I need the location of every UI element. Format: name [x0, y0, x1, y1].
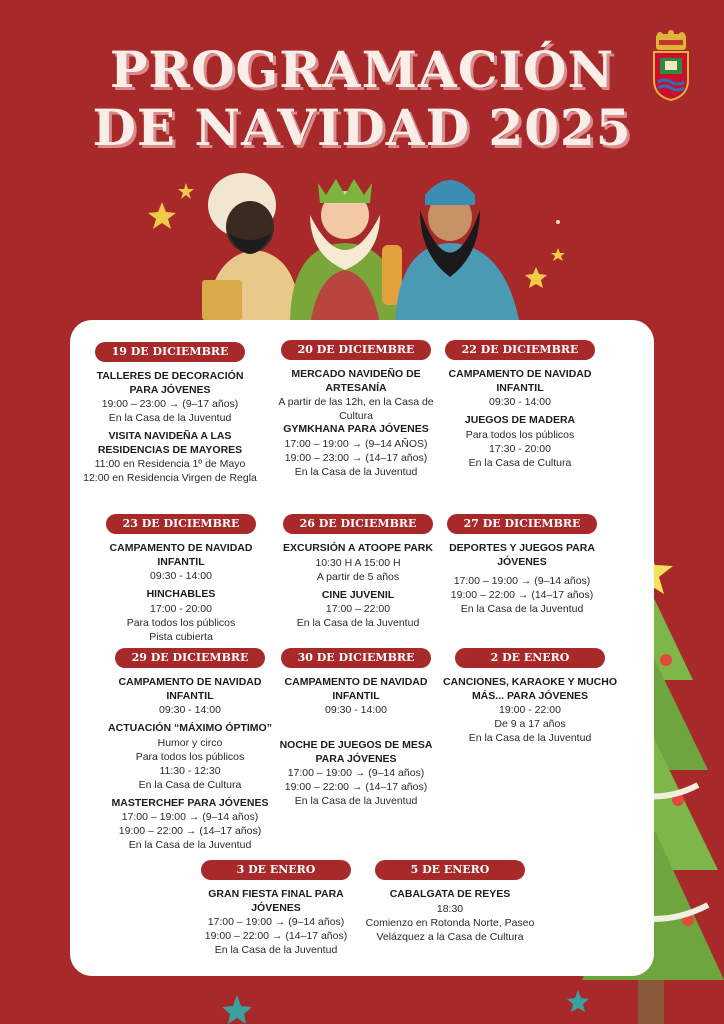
event-line: 17:00 – 22:00 [325, 603, 391, 615]
event-line: En la Casa de la Juventud [294, 795, 418, 807]
date-pill: 29 DE DICIEMBRE [115, 648, 265, 668]
title-line-2: DE NAVIDAD 2025 [92, 98, 632, 157]
event-line: 09:30 - 14:00 [159, 704, 221, 716]
event-line: 09:30 - 14:00 [150, 570, 212, 582]
date-pill: 30 DE DICIEMBRE [281, 648, 431, 668]
event-title: TALLERES DE DECORACIÓN PARA JÓVENES [96, 370, 244, 396]
event-line: 17:00 – 19:00 → (9–14 años) [207, 916, 345, 928]
event-line: 09:30 - 14:00 [489, 396, 551, 408]
event-line: 17:00 – 19:00 → (9–14 años) [453, 575, 591, 587]
day-2-ene [442, 648, 618, 745]
event-title: NOCHE DE JUEGOS DE MESA PARA JÓVENES [279, 739, 433, 765]
day-23-dic [93, 514, 269, 644]
event-line: Para todos los públicos [126, 616, 236, 629]
event-line: 19:00 – 22:00 → (14–17 años) [204, 930, 348, 942]
event-line: Comienzo en Rotonda Norte, Paseo Velázquez a la Casa de Cultura [365, 916, 535, 943]
date-pill: 23 DE DICIEMBRE [106, 514, 256, 534]
event-line: Humor y circo [157, 736, 223, 749]
event-line: 19:00 – 22:00 → (14–17 años) [118, 825, 262, 837]
date-pill: 26 DE DICIEMBRE [283, 514, 433, 534]
event-title: CINE JUVENIL [321, 588, 395, 601]
event-line: 19:00 – 22:00 → (14–17 años) [284, 781, 428, 793]
event-line: En la Casa de la Juventud [468, 732, 592, 744]
event-title: CANCIONES, KARAOKE Y MUCHO MÁS... PARA JÓVENES [442, 676, 618, 702]
event-title: ACTUACIÓN “MÁXIMO ÓPTIMO” [108, 722, 272, 734]
event-line: En la Casa de la Juventud [128, 839, 252, 851]
day-30-dic [268, 648, 444, 808]
event-line: En la Casa de la Juventud [108, 412, 232, 424]
event-title: HINCHABLES [146, 588, 216, 600]
title-line-1: PROGRAMACIÓN [109, 40, 615, 99]
event-title: CABALGATA DE REYES [389, 888, 511, 900]
event-line: 17:00 – 19:00 → (9–14 años) [287, 767, 425, 779]
event-line: 18:30 [436, 902, 464, 915]
event-title: GYMKHANA PARA JÓVENES [283, 423, 429, 435]
event-title: CAMPAMENTO DE NAVIDAD INFANTIL [109, 542, 253, 568]
event-title: CAMPAMENTO DE NAVIDAD INFANTIL [284, 676, 428, 702]
event-line: 12:00 en Residencia Virgen de Regla [83, 472, 257, 484]
date-pill: 3 DE ENERO [201, 860, 351, 880]
event-title: JUEGOS DE MADERA [464, 414, 576, 426]
event-line: En la Casa de la Juventud [214, 944, 338, 956]
event-title: GRAN FIESTA FINAL PARA JÓVENES [208, 888, 344, 914]
day-5-ene [362, 860, 538, 944]
program-card [70, 320, 654, 976]
three-kings-illustration [150, 165, 590, 325]
event-line: 17:00 - 20:00 [150, 602, 212, 615]
event-line: 17:00 – 19:00 → (9–14 años) [121, 811, 259, 823]
day-19-dic [82, 342, 258, 485]
town-crest-icon [650, 30, 692, 102]
event-line: 11:30 - 12:30 [159, 764, 221, 777]
event-line: 19:00 – 23:00 → (9–17 años) [101, 398, 239, 410]
event-line: Para todos los públicos [465, 428, 575, 441]
event-line: 19:00 – 23:00 → (14–17 años) [284, 451, 428, 464]
event-title: EXCURSIÓN A ATOOPE PARK [283, 542, 433, 554]
event-line: 10:30 H A 15:00 H [315, 556, 401, 569]
event-line: 19:00 - 22:00 [499, 704, 561, 716]
event-line: 19:00 – 22:00 → (14–17 años) [450, 589, 594, 601]
event-title: DEPORTES Y JUEGOS PARA JÓVENES [449, 542, 595, 568]
date-pill: 27 DE DICIEMBRE [447, 514, 597, 534]
event-title: MASTERCHEF PARA JÓVENES [111, 796, 269, 809]
day-29-dic [102, 648, 278, 852]
event-line: 17:30 - 20:00 [489, 442, 551, 455]
event-line: A partir de 5 años [316, 570, 400, 583]
event-line: Pista cubierta [149, 630, 213, 643]
event-title: VISITA NAVIDEÑA A LAS RESIDENCIAS DE MAYORES [97, 430, 243, 456]
event-title: MERCADO NAVIDEÑO DE ARTESANÍA [291, 368, 421, 394]
event-line: A partir de las 12h, en la Casa de Cultura [278, 396, 434, 422]
date-pill: 22 DE DICIEMBRE [445, 340, 595, 360]
date-pill: 2 DE ENERO [455, 648, 605, 668]
event-line: En la Casa de la Juventud [460, 603, 584, 615]
date-pill: 5 DE ENERO [375, 860, 525, 880]
event-line: Para todos los públicos [135, 750, 245, 763]
date-pill: 20 DE DICIEMBRE [281, 340, 431, 360]
date-pill: 19 DE DICIEMBRE [95, 342, 245, 362]
event-line: En la Casa de la Juventud [294, 465, 418, 478]
event-title: CAMPAMENTO DE NAVIDAD INFANTIL [118, 676, 262, 702]
day-22-dic [432, 340, 608, 470]
day-20-dic [268, 340, 444, 479]
event-line: 17:00 – 19:00 → (9–14 AÑOS) [284, 437, 428, 450]
event-line: 11:00 en Residencia 1º de Mayo [94, 458, 246, 470]
event-line: En la Casa de Cultura [138, 778, 242, 791]
event-line: 09:30 - 14:00 [325, 704, 387, 716]
event-line: En la Casa de la Juventud [296, 617, 420, 629]
day-3-ene [188, 860, 364, 957]
event-line: De 9 a 17 años [494, 718, 566, 730]
day-26-dic [270, 514, 446, 630]
event-title: CAMPAMENTO DE NAVIDAD INFANTIL [448, 368, 592, 394]
event-line: En la Casa de Cultura [468, 456, 572, 469]
day-27-dic [434, 514, 610, 616]
